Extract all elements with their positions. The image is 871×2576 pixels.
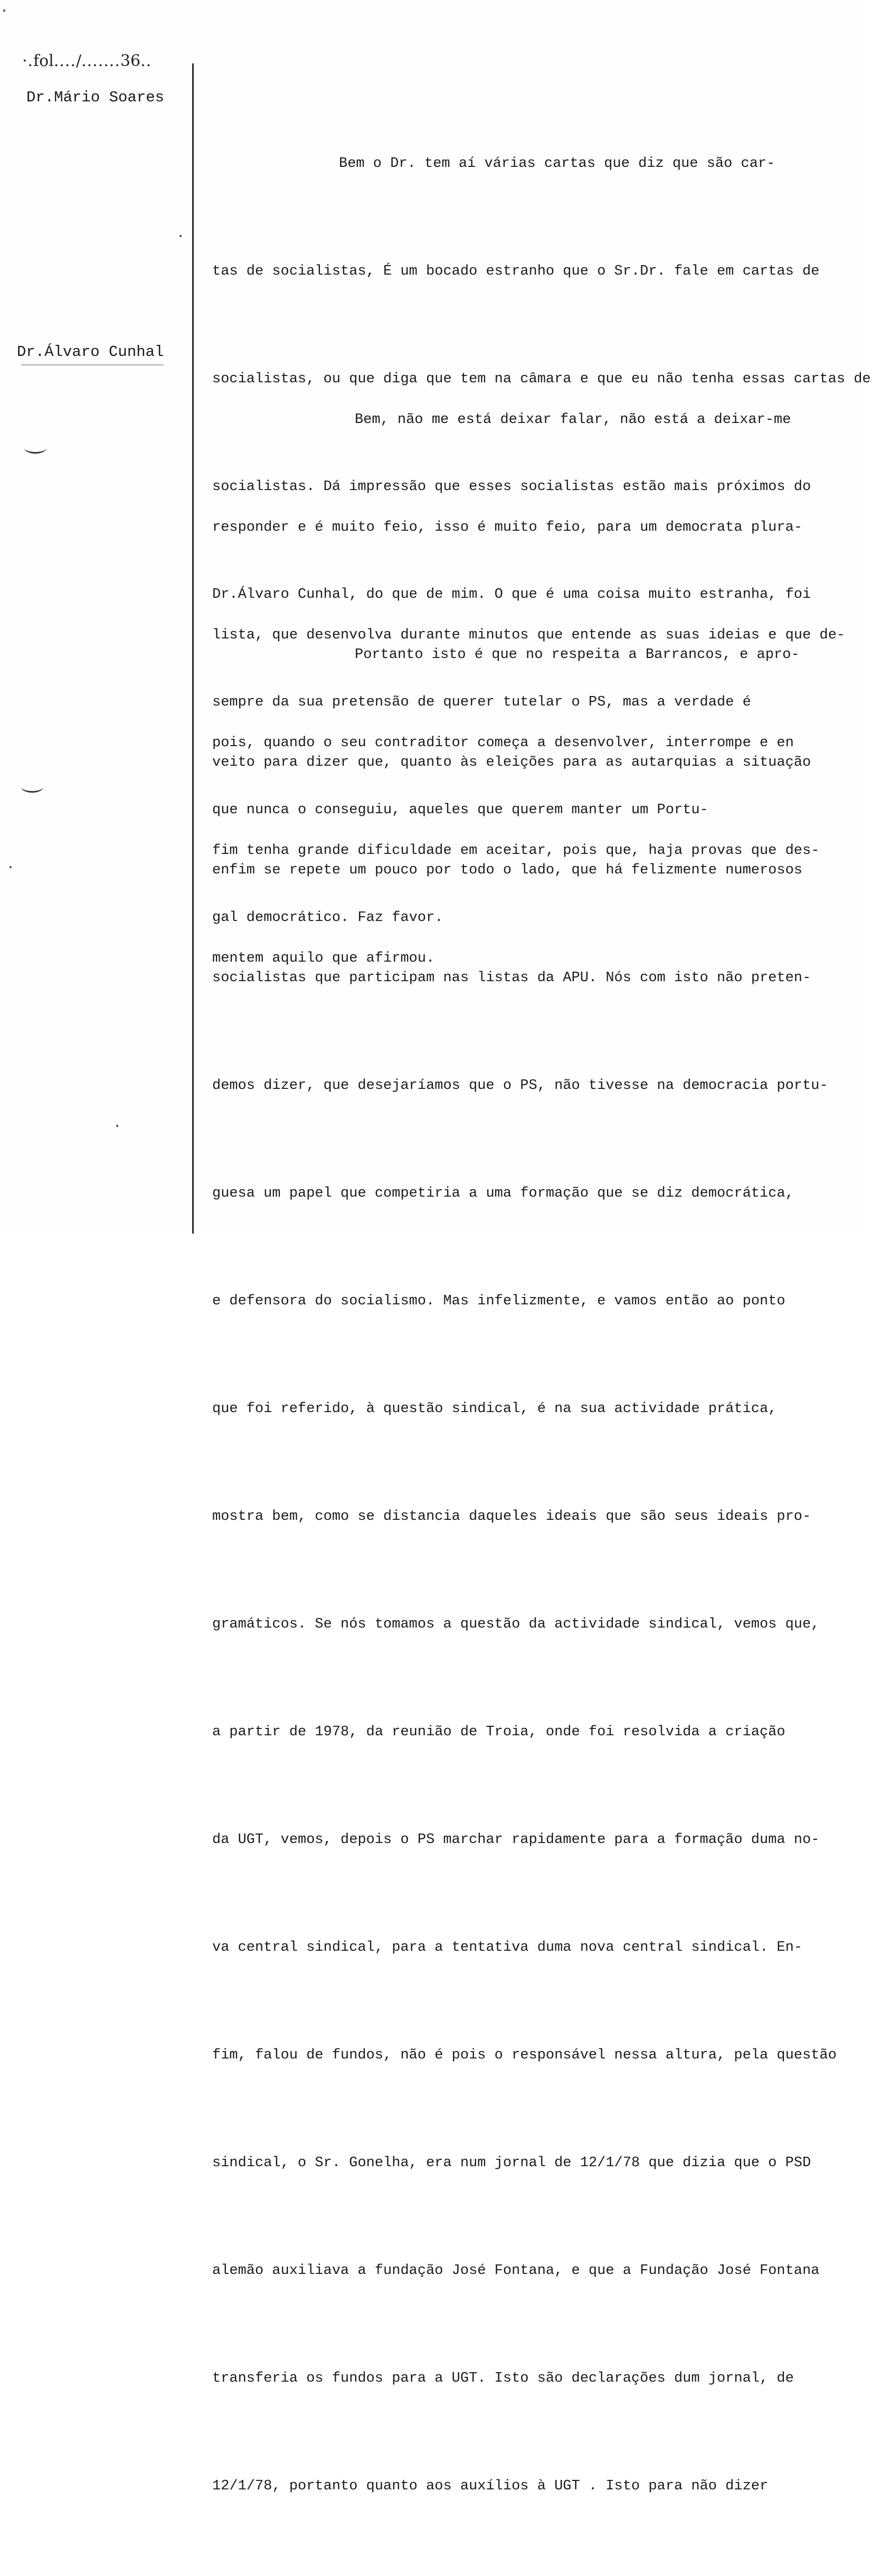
text-line: veito para dizer que, quanto às eleições para as autarquias a situação bbox=[212, 755, 811, 770]
text-line: socialistas, ou que diga que tem na câmara e que eu não tenha essas cartas de bbox=[212, 371, 871, 387]
text-line: 12/1/78, portanto quanto aos auxílios à UGT . Isto para não dizer bbox=[212, 2478, 769, 2494]
text-line: responder e é muito feio, isso é muito feio, para um democrata plura- bbox=[212, 520, 802, 535]
speaker-underline bbox=[21, 364, 164, 365]
margin-mark bbox=[24, 443, 46, 454]
stray-dot bbox=[3, 10, 5, 12]
text-line: Portanto isto é que no respeita a Barrancos, e apro- bbox=[355, 647, 800, 663]
text-line: Bem o Dr. tem aí várias cartas que diz que são car- bbox=[339, 156, 775, 172]
text-line: gal democrático. Faz favor. bbox=[212, 910, 443, 926]
folio-number: 36 bbox=[120, 52, 141, 70]
folio-leader: ....... bbox=[81, 52, 120, 70]
speaker-label: Dr.Mário Soares bbox=[26, 89, 165, 106]
text-line: transferia os fundos para a UGT. Isto são declarações dum jornal, de bbox=[212, 2371, 794, 2386]
folio-label: fol bbox=[33, 52, 54, 70]
text-line: que nunca o conseguiu, aqueles que querem manter um Portu- bbox=[212, 802, 708, 818]
text-line: que foi referido, à questão sindical, é na sua actividade prática, bbox=[212, 1401, 777, 1417]
folio-separator: / bbox=[76, 52, 82, 70]
folio-leader: .... bbox=[53, 52, 76, 70]
text-line: sindical, o Sr. Gonelha, era num jornal de 12/1/78 que dizia que o PSD bbox=[212, 2155, 811, 2171]
text-line: socialistas que participam nas listas da APU. Nós com isto não preten- bbox=[212, 970, 811, 986]
folio-header bbox=[22, 52, 152, 70]
text-line: mentem aquilo que afirmou. bbox=[212, 951, 435, 966]
text-line: e defensora do socialismo. Mas infelizmente, e vamos então ao ponto bbox=[212, 1293, 785, 1309]
text-line: a partir de 1978, da reunião de Troia, onde foi resolvida a criação bbox=[212, 1724, 785, 1740]
paragraph-3 bbox=[212, 565, 861, 2576]
folio-leader: ·. bbox=[22, 52, 34, 70]
folio-leader: .. bbox=[140, 52, 152, 70]
text-line: va central sindical, para a tentativa duma nova central sindical. En- bbox=[212, 1940, 802, 1955]
text-line: guesa um papel que competiria a uma formação que se diz democrática, bbox=[212, 1186, 794, 1201]
text-line: lista, que desenvolva durante minutos que entende as suas ideias e que de- bbox=[212, 627, 845, 643]
text-line: Bem, não me está deixar falar, não está a deixar-me bbox=[355, 412, 791, 428]
text-line: fim, falou de fundos, não é pois o responsável nessa altura, pela questão bbox=[212, 2047, 837, 2063]
text-line: pois, quando o seu contraditor começa a desenvolver, interrompe e en bbox=[212, 735, 794, 751]
text-line: da UGT, vemos, depois o PS marchar rapidamente para a formação duma no- bbox=[212, 1832, 820, 1848]
text-line: mostra bem, como se distancia daqueles ideais que são seus ideais pro- bbox=[212, 1509, 811, 1525]
text-line: enfim se repete um pouco por todo o lado, que há felizmente numerosos bbox=[212, 862, 802, 878]
margin-mark bbox=[21, 782, 43, 793]
text-line: demos dizer, que desejaríamos que o PS, não tivesse na democracia portu- bbox=[212, 1078, 828, 1094]
speaker-label: Dr.Álvaro Cunhal bbox=[17, 343, 164, 361]
text-line: fim tenha grande dificuldade em aceitar, pois que, haja provas que des- bbox=[212, 843, 820, 859]
stray-dot bbox=[116, 1125, 118, 1127]
text-line: Dr.Álvaro Cunhal, do que de mim. O que é uma coisa muito estranha, foi bbox=[212, 587, 811, 603]
text-line: socialistas. Dá impressão que esses socialistas estão mais próximos do bbox=[212, 479, 811, 495]
stray-dot bbox=[10, 866, 12, 868]
stray-dot bbox=[179, 235, 182, 237]
text-line: gramáticos. Se nós tomamos a questão da actividade sindical, vemos que, bbox=[212, 1616, 820, 1632]
text-line: sempre da sua pretensão de querer tutelar o PS, mas a verdade é bbox=[212, 694, 751, 710]
margin-rule bbox=[192, 63, 194, 1234]
text-line: tas de socialistas, É um bocado estranho que o Sr.Dr. fale em cartas de bbox=[212, 264, 820, 279]
text-line: alemão auxiliava a fundação José Fontana, e que a Fundação José Fontana bbox=[212, 2263, 820, 2279]
